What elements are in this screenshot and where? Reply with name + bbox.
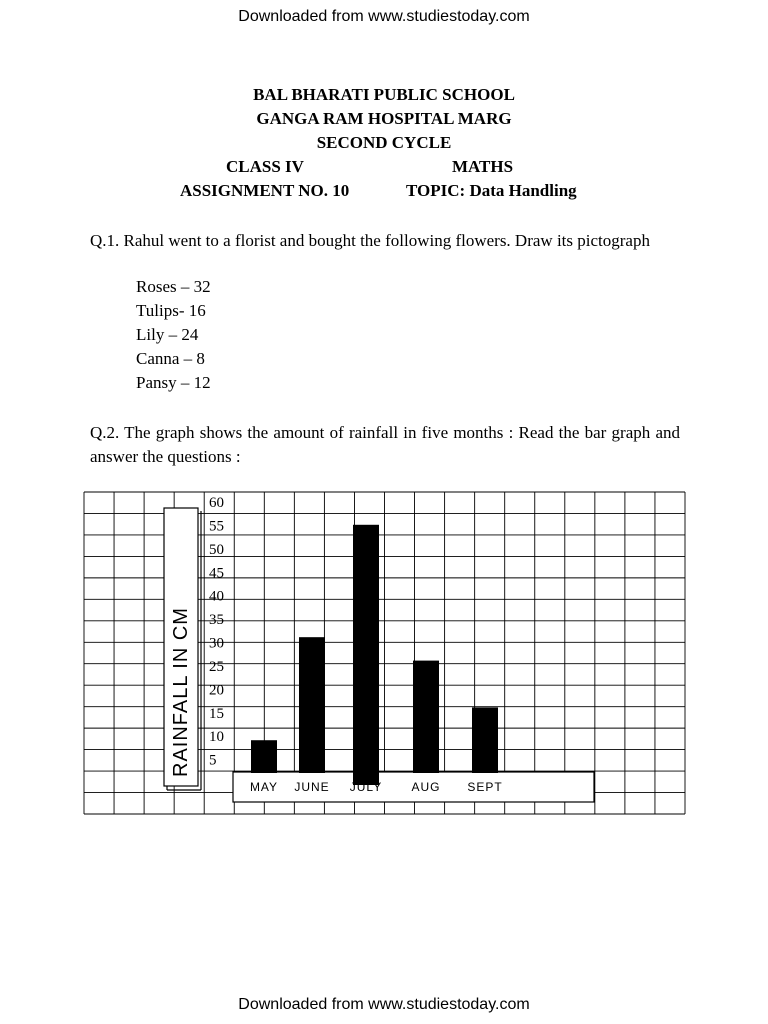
x-tick-label: JUNE <box>294 780 330 794</box>
bar-june <box>299 637 325 773</box>
class-label: CLASS IV <box>226 157 304 176</box>
flower-item: Pansy – 12 <box>136 373 211 392</box>
x-tick-label: AUG <box>411 780 441 794</box>
bar-aug <box>413 661 439 773</box>
y-ticks <box>209 495 224 769</box>
topic-label: TOPIC: Data Handling <box>406 181 577 200</box>
bar-july <box>353 525 379 785</box>
school-address: GANGA RAM HOSPITAL MARG <box>256 109 512 128</box>
bar-sept <box>472 707 498 773</box>
y-tick-label: 40 <box>209 588 224 605</box>
y-axis-label: RAINFALL IN CM <box>170 607 192 777</box>
y-tick-label: 25 <box>209 658 224 675</box>
flower-item: Canna – 8 <box>136 349 205 368</box>
y-tick-label: 20 <box>209 682 224 699</box>
flower-item: Lily – 24 <box>136 325 199 344</box>
y-tick-label: 50 <box>209 541 224 558</box>
x-tick-label: SEPT <box>467 780 503 794</box>
download-banner-bottom: Downloaded from www.studiestoday.com <box>238 996 530 1013</box>
y-tick-label: 5 <box>209 752 217 769</box>
download-banner-top: Downloaded from www.studiestoday.com <box>238 8 530 25</box>
question-2: Q.2. The graph shows the amount of rainfall in five months : Read the bar graph and answer the questions : <box>90 423 680 466</box>
flower-item: Roses – 32 <box>136 277 211 296</box>
cycle-label: SECOND CYCLE <box>316 133 452 152</box>
x-tick-label: MAY <box>249 780 279 794</box>
school-name: BAL BHARATI PUBLIC SCHOOL <box>253 85 515 104</box>
x-tick-label: JULY <box>349 780 383 794</box>
y-tick-label: 35 <box>209 612 224 629</box>
y-tick-label: 15 <box>209 705 224 722</box>
y-tick-label: 10 <box>209 729 224 746</box>
y-tick-label: 60 <box>209 495 224 511</box>
question-1: Q.1. Rahul went to a florist and bought the following flowers. Draw its pictograph <box>90 231 650 250</box>
bars <box>251 525 498 785</box>
bar-may <box>251 740 277 773</box>
assignment-label: ASSIGNMENT NO. 10 <box>180 181 350 200</box>
y-tick-label: 30 <box>209 635 224 652</box>
subject-label: MATHS <box>452 157 514 176</box>
flower-item: Tulips- 16 <box>136 301 206 320</box>
y-tick-label: 45 <box>209 565 224 582</box>
y-tick-label: 55 <box>209 518 224 535</box>
